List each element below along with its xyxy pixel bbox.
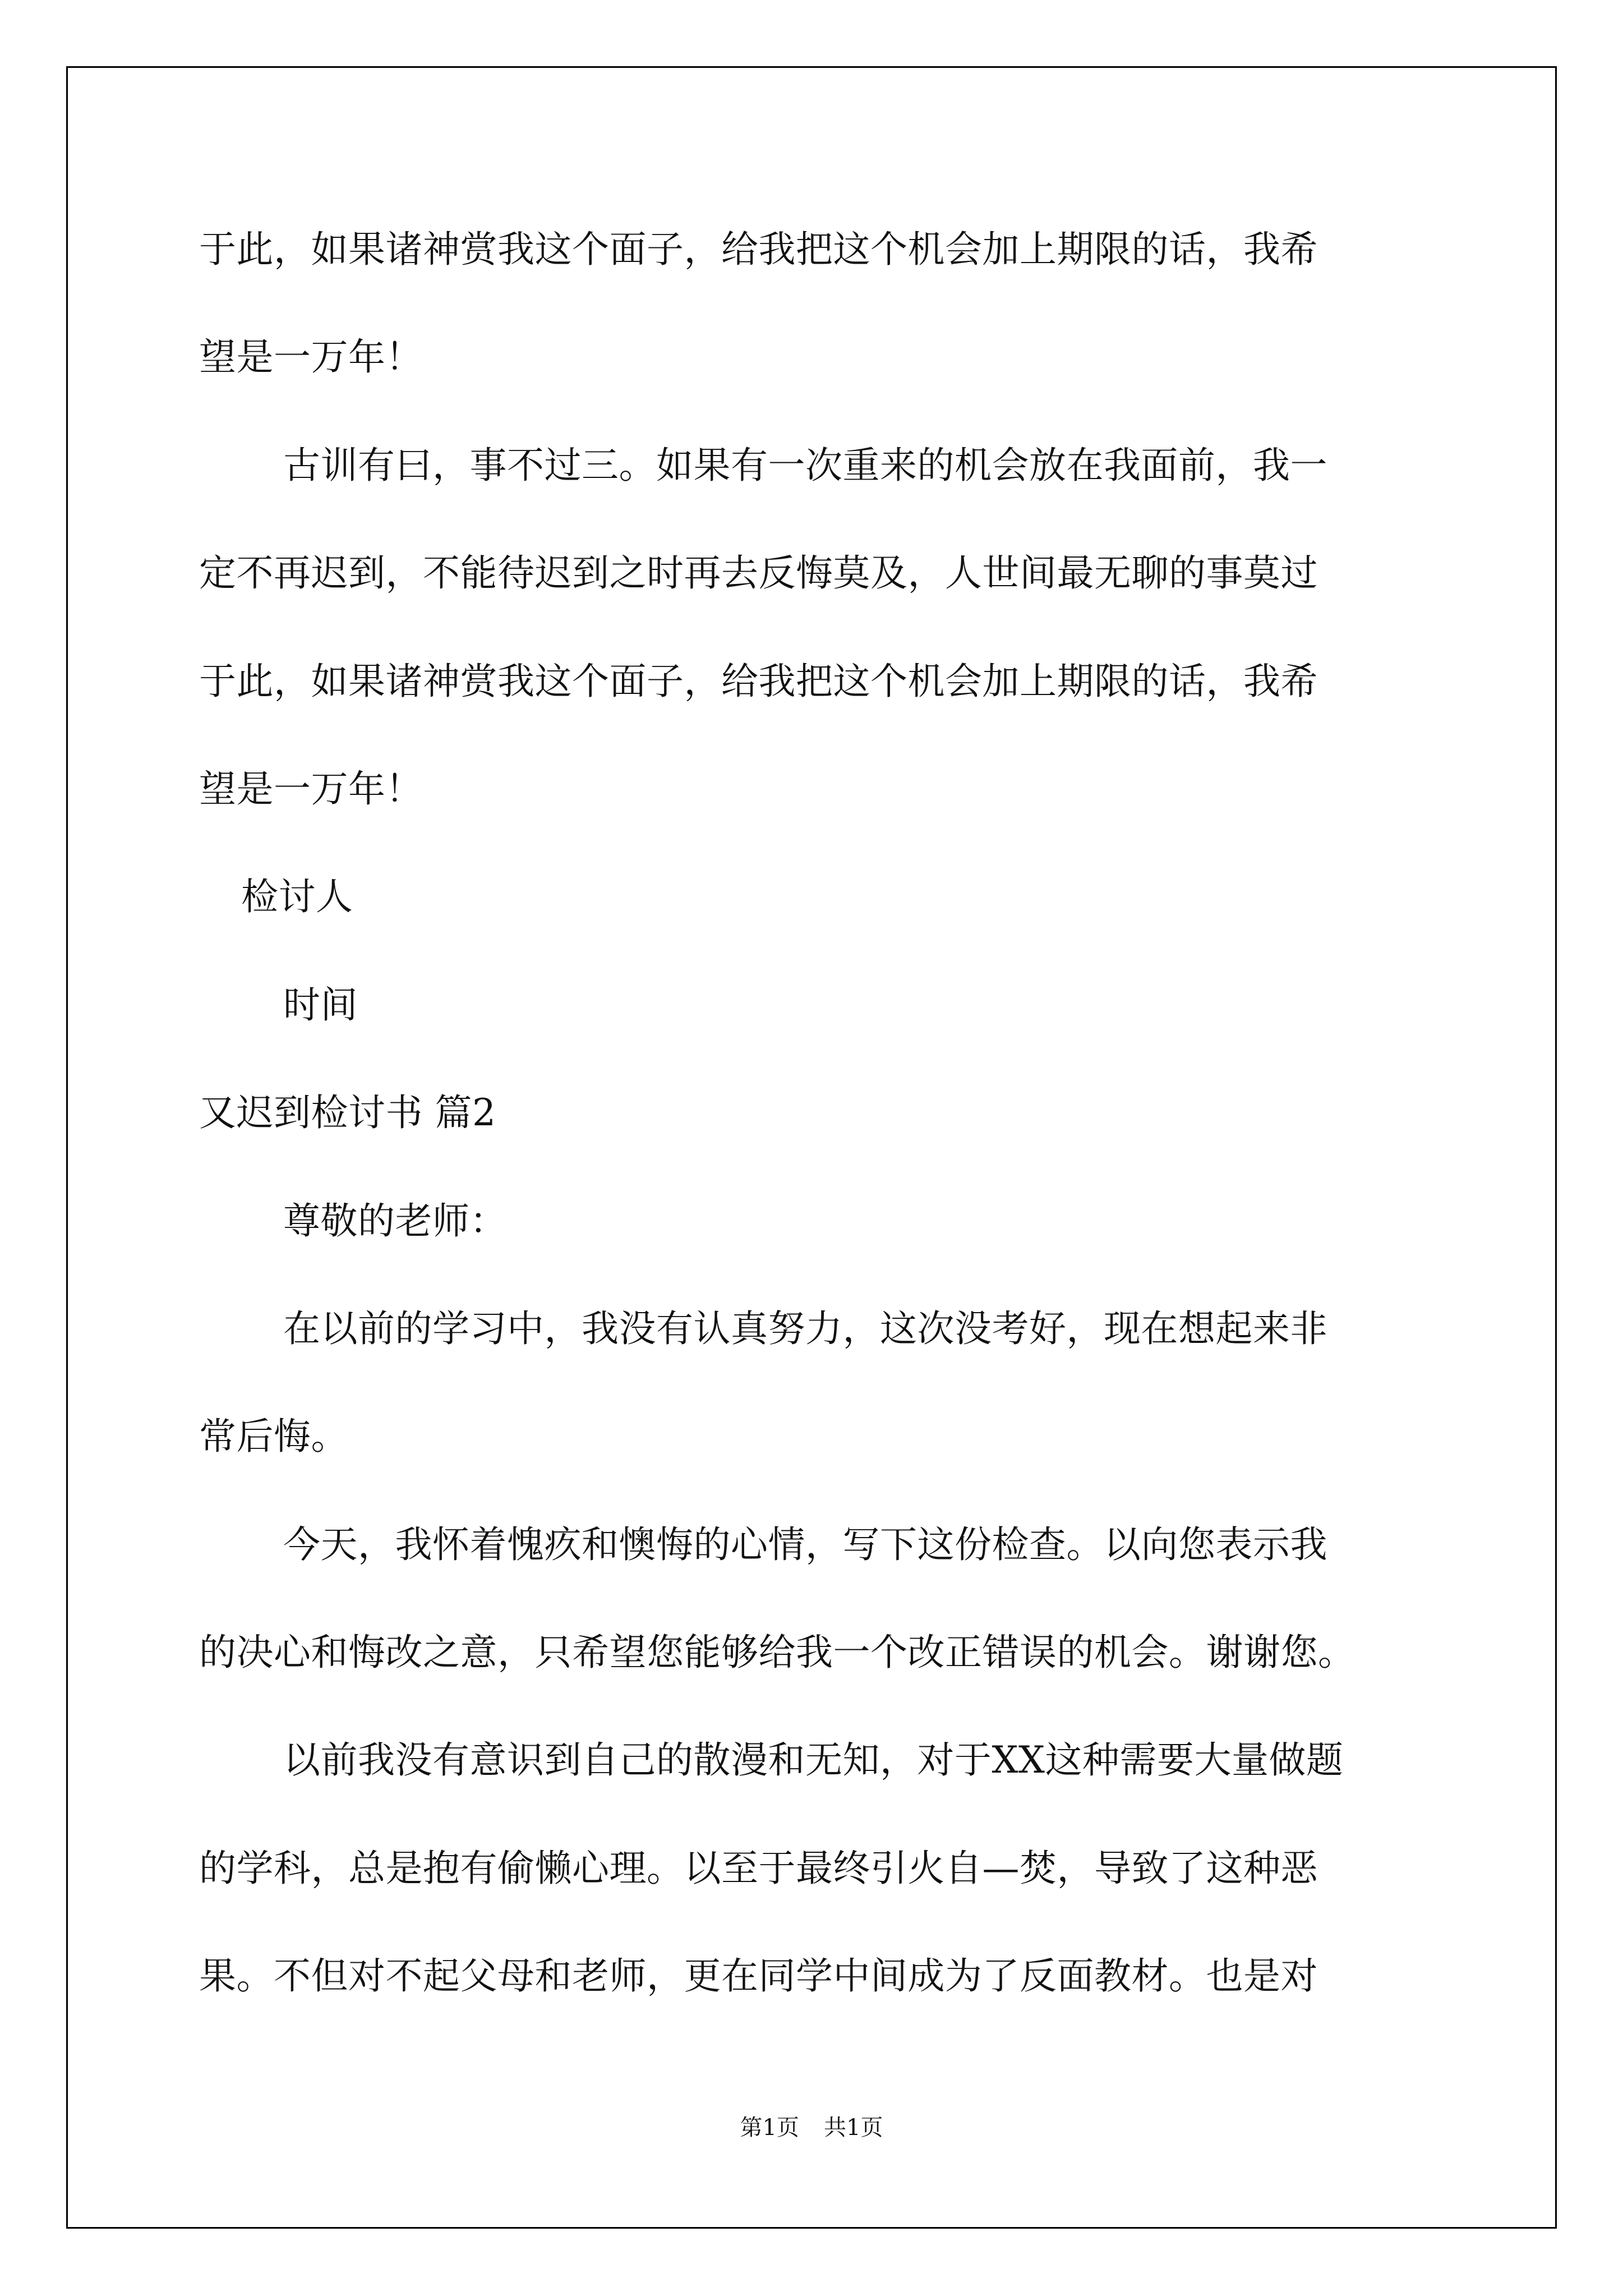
paragraph-line: 古训有曰，事不过三。如果有一次重来的机会放在我面前，我一 — [283, 444, 1327, 487]
page-footer — [0, 2114, 1623, 2142]
paragraph-line: 定不再迟到，不能待迟到之时再去反悔莫及，人世间最无聊的事莫过 — [199, 551, 1318, 595]
paragraph-line: 以前我没有意识到自己的散漫和无知，对于XX这种需要大量做题 — [283, 1738, 1344, 1782]
salutation: 尊敬的老师： — [283, 1199, 507, 1243]
page-number: 第1页 — [740, 2115, 799, 2141]
paragraph-line: 望是一万年！ — [199, 335, 423, 379]
paragraph-line: 果。不但对不起父母和老师，更在同学中间成为了反面教材。也是对 — [199, 1954, 1318, 1998]
paragraph-line: 常后悔。 — [199, 1415, 348, 1458]
paragraph-line: 的学科，总是抱有偷懒心理。以至于最终引火自—焚，导致了这种恶 — [199, 1847, 1318, 1890]
page-border — [66, 66, 1557, 2229]
signature-label: 检讨人 — [241, 875, 353, 918]
section-heading: 又迟到检讨书 篇2 — [199, 1091, 496, 1134]
date-label: 时间 — [283, 983, 358, 1027]
paragraph-line: 于此，如果诸神赏我这个面子，给我把这个机会加上期限的话，我希 — [199, 660, 1318, 703]
paragraph-line: 今天，我怀着愧疚和懊悔的心情，写下这份检查。以向您表示我 — [283, 1523, 1327, 1566]
paragraph-line: 的决心和悔改之意，只希望您能够给我一个改正错误的机会。谢谢您。 — [199, 1631, 1355, 1674]
paragraph-line: 望是一万年！ — [199, 767, 423, 811]
paragraph-line: 在以前的学习中，我没有认真努力，这次没考好，现在想起来非 — [283, 1307, 1327, 1350]
page-total: 共1页 — [824, 2115, 883, 2141]
paragraph-line: 于此，如果诸神赏我这个面子，给我把这个机会加上期限的话，我希 — [199, 228, 1318, 271]
